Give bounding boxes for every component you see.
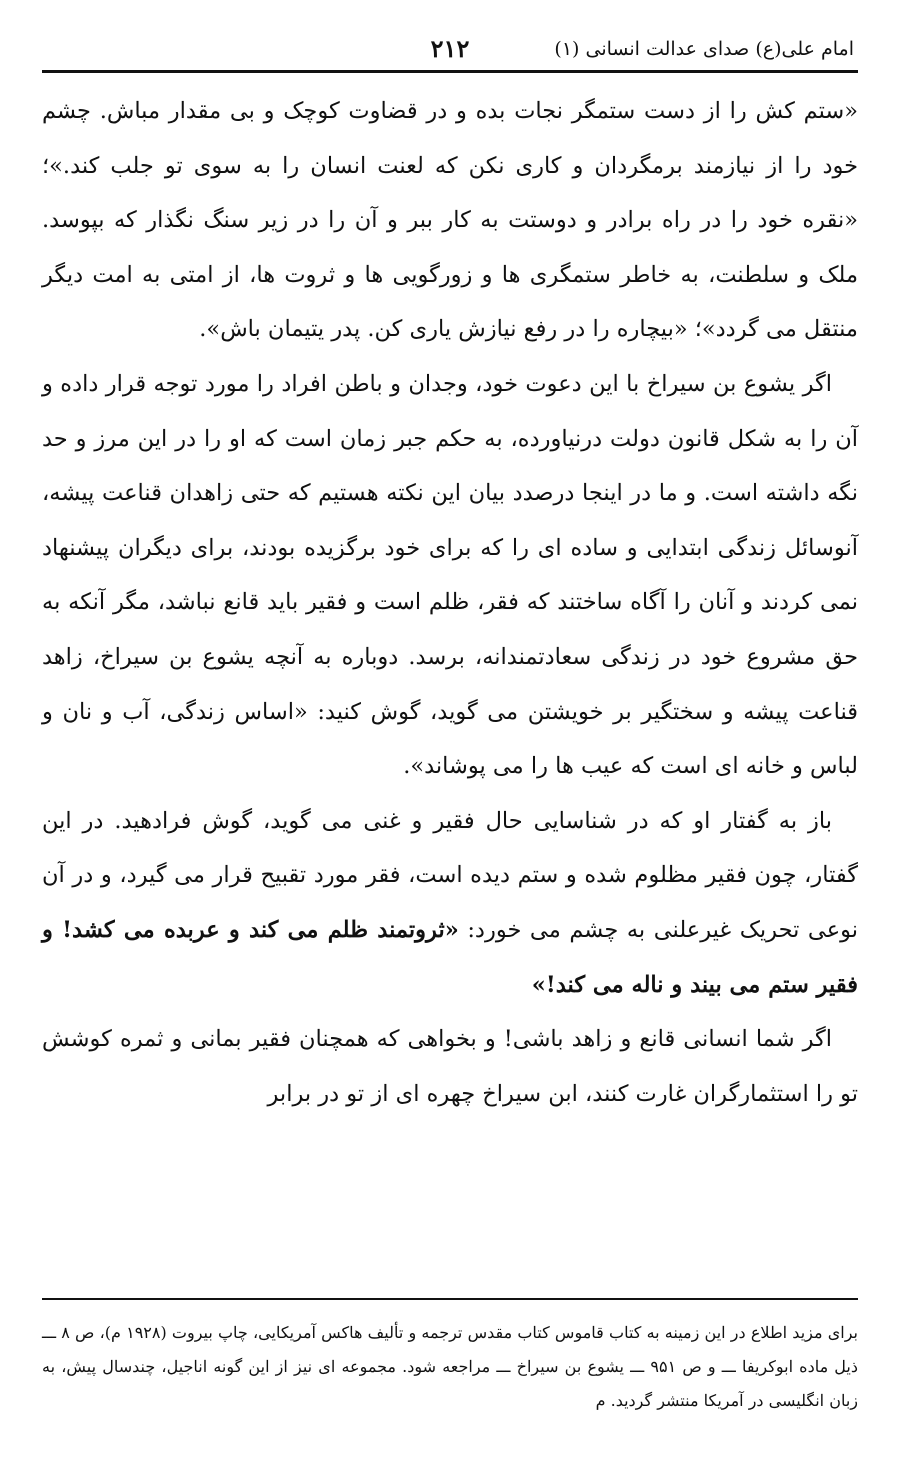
paragraph-quote-ben-sira: [42, 84, 858, 357]
footnote-rule: [42, 1298, 858, 1300]
running-header: [42, 32, 858, 72]
header-rule: [42, 70, 858, 73]
paragraph-ben-sira-call: [42, 357, 858, 794]
bold-quote: «ثروتمند ظلم می کند و عربده می کشد! و فقیر ستم می بیند و ناله می کند!»: [42, 916, 858, 998]
running-title: امام علی(ع) صدای عدالت انسانی (۱): [554, 38, 854, 60]
paragraph-text: باز به گفتار او که در شناسایی حال فقیر و غنی می گوید، گوش فرادهید. در این گفتار، چون فقیر مظلوم شده و ستم دیده است، فقر مورد تقبیح قرار می گیرد، و در آن نوعی تحریک غیرعلنی به چشم می خورد:: [42, 807, 859, 943]
body-text: [42, 84, 858, 1121]
paragraph-text: اگر یشوع بن سیراخ با این دعوت خود، وجدان و باطن افراد را مورد توجه قرار داده و آن را به شکل قانون دولت درنیاورده، به حکم جبر زمان است که او را در این مرز و حد نگه داشته است. و ما در اینجا درصدد بیان این نکته هستیم که حتی زاهدان قناعت پیشه، آنوسائل زندگی ابتدایی و ساده ای را که برای خود برگزیده بودند، برای دیگران پیشنهاد نمی کردند و آنان را آگاه ساختند که فقر، ظلم است و فقیر باید قانع نباشد، مگر آنکه به حق مشروع خود در زندگی سعادتمندانه، برسد. دوباره به آنچه یشوع بن سیراخ، زاهد قناعت پیشه و سختگیر بر خویشتن می گوید، گوش کنید: «اساس زندگی، آب و نان و لباس و خانه ای است که عیب ها را می پوشاند».: [42, 370, 859, 780]
footnote: [42, 1316, 858, 1418]
paragraph-text: «ستم کش را از دست ستمگر نجات بده و در قضاوت کوچک و بی مقدار مباش. چشم خود را از نیازمند برمگردان و کاری نکن که لعنت انسان را به سوی تو جلب کند.»؛ «نقره خود را در راه برادر و دوستت به کار ببر و آن را در زیر سنگ نگذار که بپوسد. ملک و سلطنت، به خاطر ستمگری ها و زورگویی ها و ثروت ها، از امتی به امت دیگر منتقل می گردد»؛ «بیچاره را در رفع نیازش یاری کن. پدر یتیمان باش».: [42, 98, 858, 343]
paragraph-rich-and-poor: [42, 794, 858, 1012]
page-number: ۲۱۲: [430, 34, 470, 63]
paragraph-text: اگر شما انسانی قانع و زاهد باشی! و بخواهی که همچنان فقیر بمانی و ثمره کوشش تو را استثمارگران غارت کنند، ابن سیراخ چهره ای از تو در برابر: [42, 1026, 858, 1107]
paragraph-content-ascetic: [42, 1012, 858, 1121]
book-page: [42, 0, 858, 1479]
footnote-text: برای مزید اطلاع در این زمینه به کتاب قاموس کتاب مقدس ترجمه و تألیف هاکس آمریکایی، چاپ بیروت (۱۹۲۸ م)، ص ۸ ـــ ذیل ماده ابوکریفا ـــ و ص ۹۵۱ ـــ یشوع بن سیراخ ـــ مراجعه شود. مجموعه ای نیز از این گونه اناجیل، چندسال پیش، به زبان انگلیسی در آمریکا منتشر گردید. م: [42, 1323, 859, 1410]
